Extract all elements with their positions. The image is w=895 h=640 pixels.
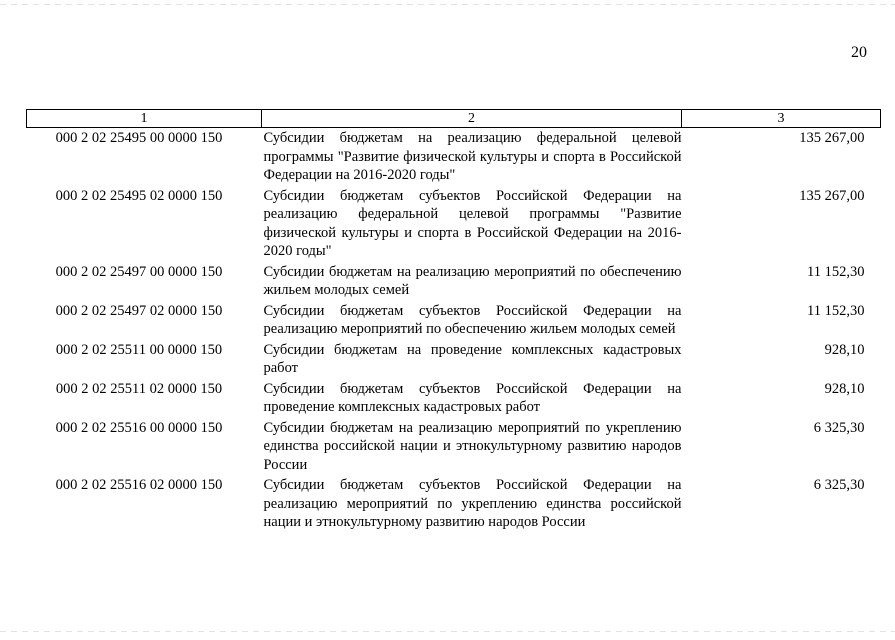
table-row xyxy=(27,186,881,262)
budget-amount: 135 267,00 xyxy=(799,130,865,146)
budget-amount: 135 267,00 xyxy=(799,187,865,204)
budget-code: 000 2 02 25511 00 0000 150 xyxy=(55,341,223,358)
budget-table xyxy=(26,109,880,533)
budget-item-name: Субсидии бюджетам субъектов Российской Федерации на реализацию федеральной целевой программы "Развитие физической культуры и спорта в Российской Федерации на 2016-2020 годы" xyxy=(263,187,682,259)
table-row xyxy=(27,262,881,301)
budget-code: 000 2 02 25497 02 0000 150 xyxy=(55,302,223,319)
budget-amount: 11 152,30 xyxy=(807,302,865,319)
budget-item-name: Субсидии бюджетам субъектов Российской Федерации на проведение комплексных кадастровых работ xyxy=(263,380,682,415)
table-row xyxy=(27,379,881,418)
budget-table-grid xyxy=(26,109,881,533)
table-row xyxy=(27,340,881,379)
budget-item-name: Субсидии бюджетам субъектов Российской Федерации на реализацию мероприятий по укреплению единства российской нации и этнокультурному развитию народов России xyxy=(263,477,682,530)
budget-item-name: Субсидии бюджетам на реализацию мероприятий по укреплению единства российской нации и этнокультурному развитию народов России xyxy=(263,419,682,473)
budget-code: 000 2 02 25511 02 0000 150 xyxy=(55,380,223,397)
budget-code: 000 2 02 25516 02 0000 150 xyxy=(55,477,223,493)
table-row xyxy=(27,301,881,340)
table-row xyxy=(27,475,881,533)
budget-amount: 6 325,30 xyxy=(813,419,865,436)
budget-amount: 928,10 xyxy=(824,380,865,397)
budget-amount: 11 152,30 xyxy=(807,263,865,280)
budget-item-name: Субсидии бюджетам на реализацию мероприятий по обеспечению жильем молодых семей xyxy=(263,263,682,298)
table-header-row xyxy=(27,110,881,128)
table-row xyxy=(27,418,881,476)
header-col-3: 3 xyxy=(682,110,881,128)
budget-amount: 6 325,30 xyxy=(813,477,865,493)
budget-item-name: Субсидии бюджетам субъектов Российской Федерации на реализацию мероприятий по обеспечению жильем молодых семей xyxy=(263,302,682,337)
header-col-1: 1 xyxy=(27,110,262,128)
budget-code: 000 2 02 25497 00 0000 150 xyxy=(55,263,223,280)
scan-edge-top xyxy=(0,4,895,5)
scan-edge-bottom xyxy=(0,631,895,632)
table-row xyxy=(27,128,881,186)
budget-amount: 928,10 xyxy=(824,341,865,358)
budget-item-name: Субсидии бюджетам на проведение комплексных кадастровых работ xyxy=(263,341,682,376)
budget-item-name: Субсидии бюджетам на реализацию федеральной целевой программы "Развитие физической культуры и спорта в Российской Федерации на 2016-2020 годы" xyxy=(263,130,682,183)
budget-code: 000 2 02 25516 00 0000 150 xyxy=(55,419,223,436)
budget-code: 000 2 02 25495 00 0000 150 xyxy=(55,130,223,146)
page-number: 20 xyxy=(851,44,867,61)
header-col-2: 2 xyxy=(262,110,682,128)
budget-code: 000 2 02 25495 02 0000 150 xyxy=(55,187,223,204)
